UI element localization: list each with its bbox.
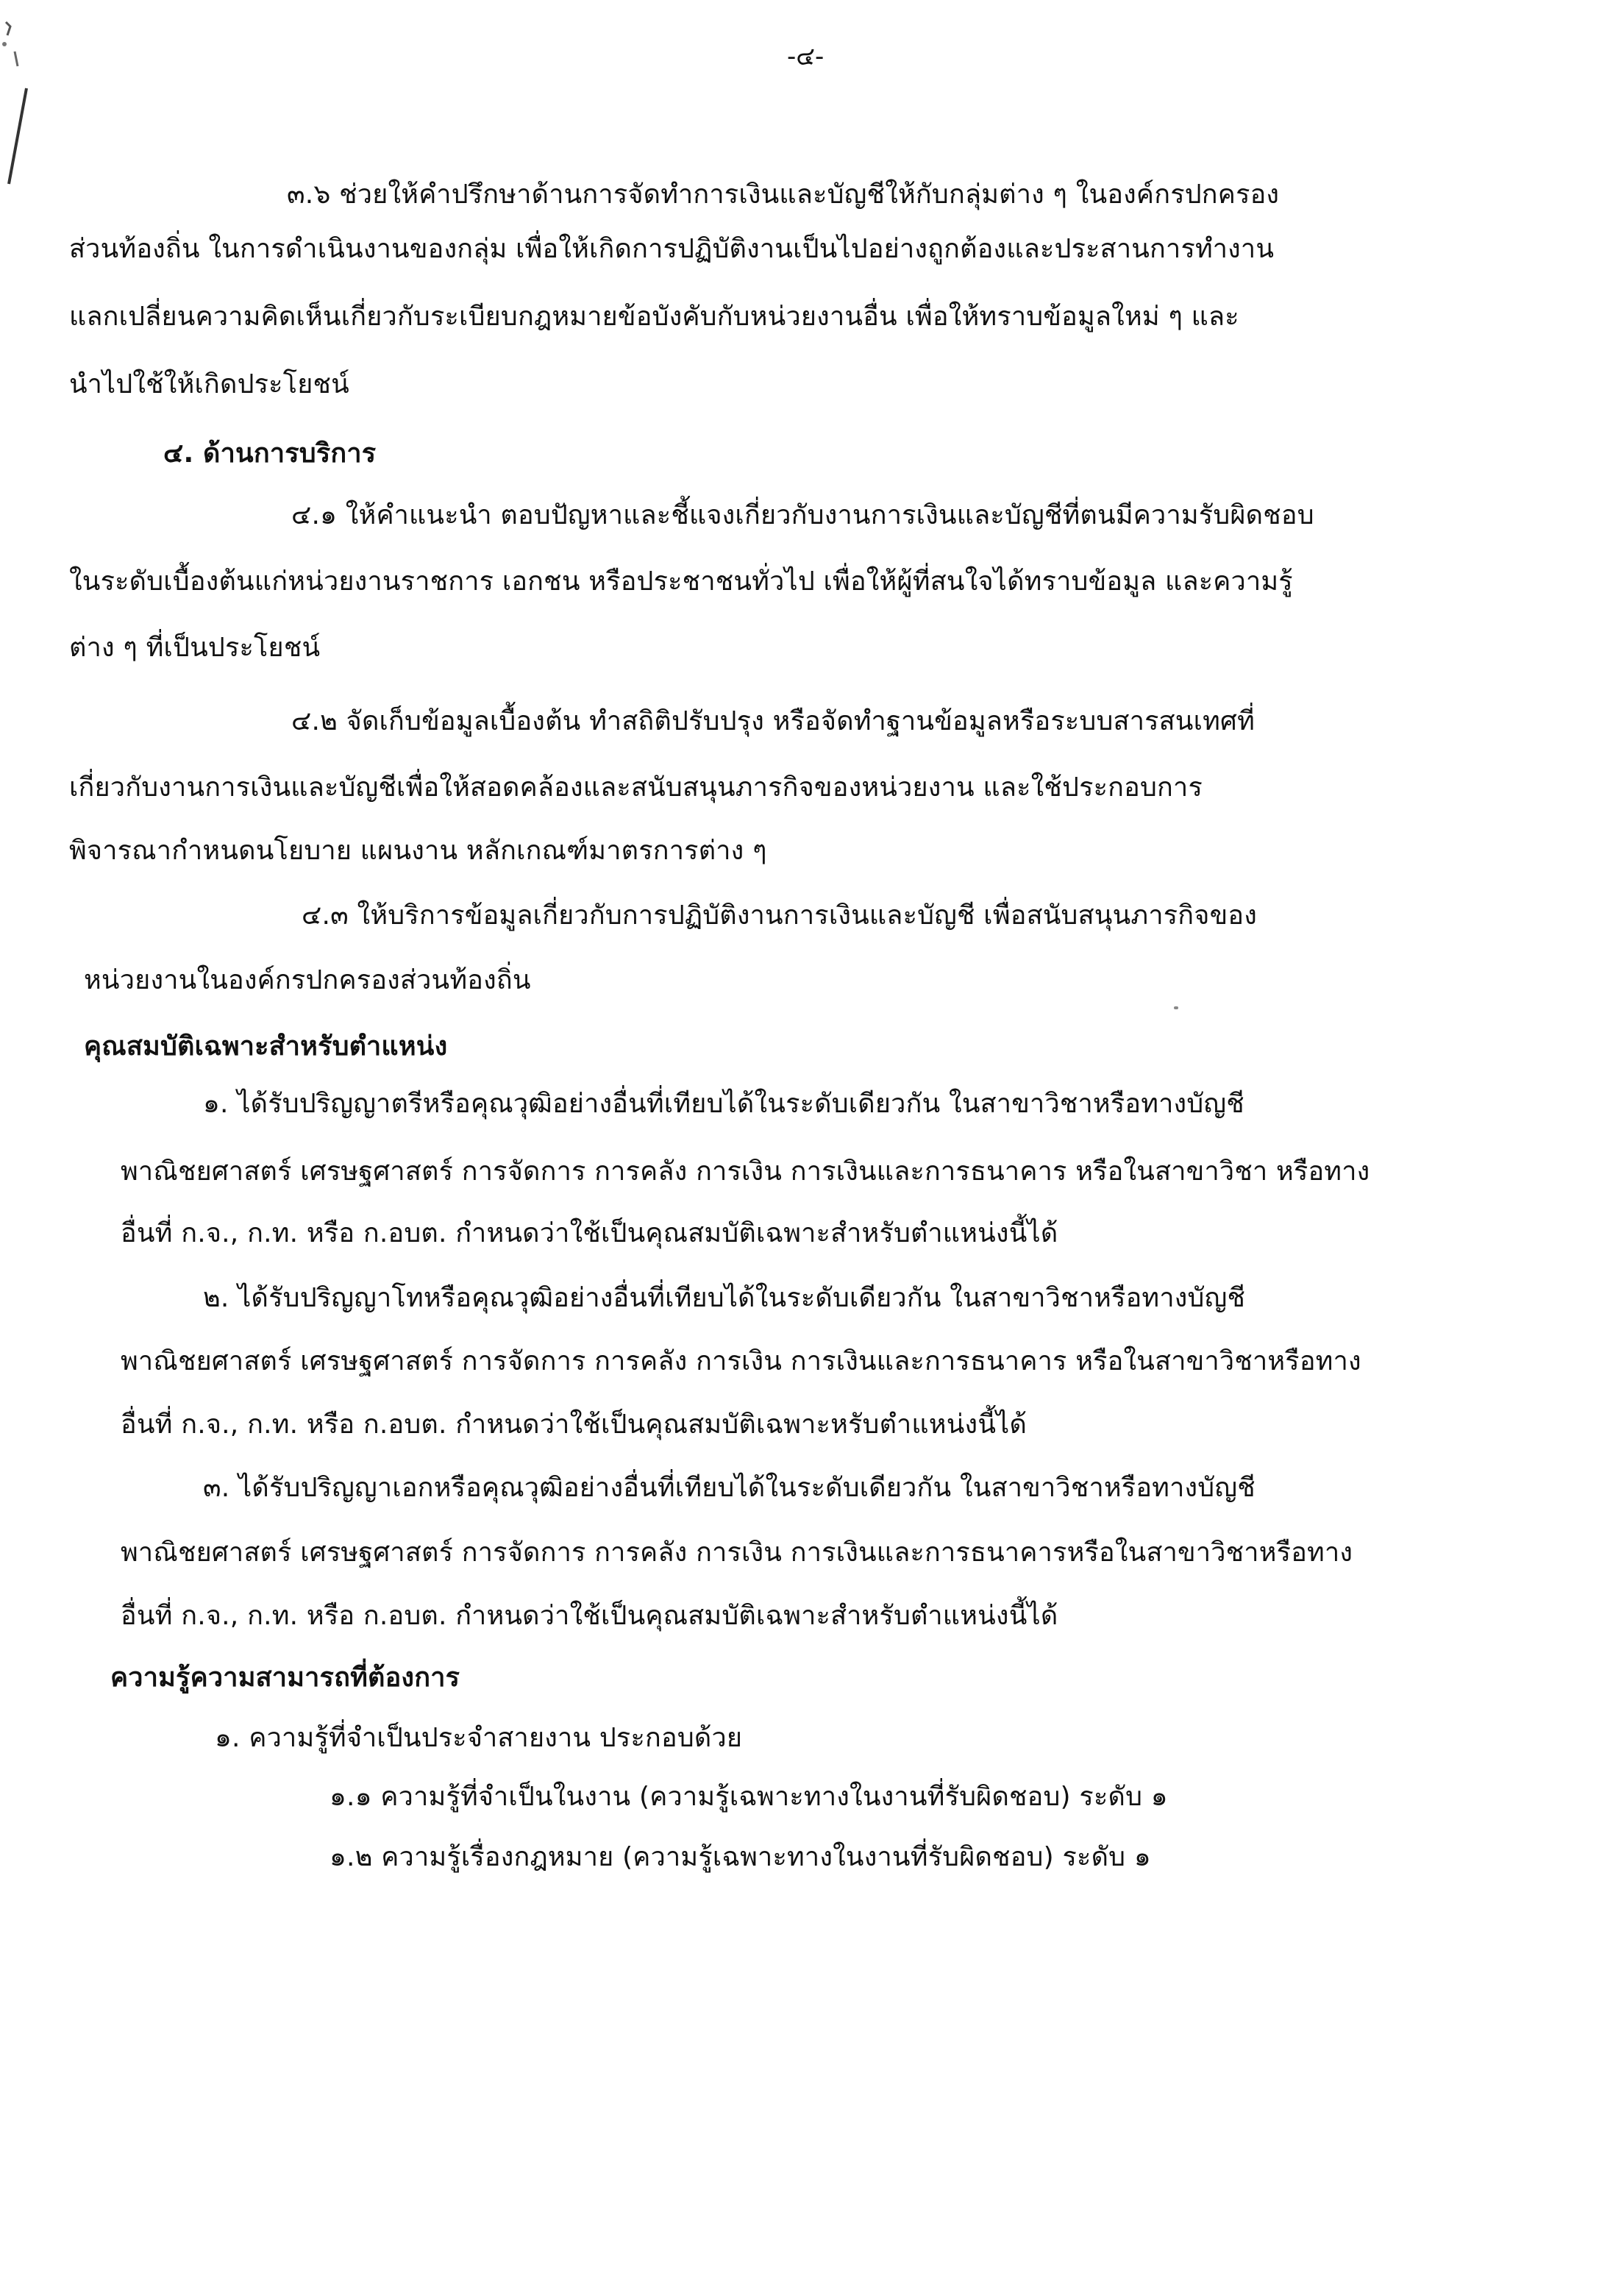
knowledge-1-2: ๑.๒ ความรู้เรื่องกฎหมาย (ความรู้เฉพาะทางในงานที่รับผิดชอบ) ระดับ ๑ <box>330 1842 1151 1872</box>
heading-service: ๔. ด้านการบริการ <box>163 438 377 469</box>
paragraph-4-1-line-3: ต่าง ๆ ที่เป็นประโยชน์ <box>69 633 321 663</box>
qualification-1-line-2: พาณิชยศาสตร์ เศรษฐศาสตร์ การจัดการ การคลัง การเงิน การเงินและการธนาคาร หรือในสาขาวิชา หรือทาง <box>121 1156 1370 1187</box>
qualification-2-line-3: อื่นที่ ก.จ., ก.ท. หรือ ก.อบต. กำหนดว่าใช้เป็นคุณสมบัติเฉพาะหรับตำแหน่งนี้ได้ <box>121 1410 1028 1440</box>
paragraph-4-1-line-2: ในระดับเบื้องต้นแก่หน่วยงานราชการ เอกชน หรือประชาชนทั่วไป เพื่อให้ผู้ที่สนใจได้ทราบข้อมูล และความรู้ <box>69 566 1293 597</box>
knowledge-1: ๑. ความรู้ที่จำเป็นประจำสายงาน ประกอบด้วย <box>215 1723 743 1753</box>
heading-knowledge: ความรู้ความสามารถที่ต้องการ <box>110 1663 460 1693</box>
paragraph-3-6-line-2: ส่วนท้องถิ่น ในการดำเนินงานของกลุ่ม เพื่อให้เกิดการปฏิบัติงานเป็นไปอย่างถูกต้องและประสานการทำงาน <box>69 234 1275 264</box>
qualification-3-line-1: ๓. ได้รับปริญญาเอกหรือคุณวุฒิอย่างอื่นที่เทียบได้ในระดับเดียวกัน ในสาขาวิชาหรือทางบัญชี <box>203 1473 1256 1503</box>
paragraph-4-3-line-1: ๔.๓ ให้บริการข้อมูลเกี่ยวกับการปฏิบัติงานการเงินและบัญชี เพื่อสนับสนุนภารกิจของ <box>302 900 1257 931</box>
qualification-1-line-1: ๑. ได้รับปริญญาตรีหรือคุณวุฒิอย่างอื่นที่เทียบได้ในระดับเดียวกัน ในสาขาวิชาหรือทางบัญชี <box>203 1089 1244 1119</box>
qualification-1-line-3: อื่นที่ ก.จ., ก.ท. หรือ ก.อบต. กำหนดว่าใช้เป็นคุณสมบัติเฉพาะสำหรับตำแหน่งนี้ได้ <box>121 1218 1058 1248</box>
paragraph-4-3-line-2: หน่วยงานในองค์กรปกครองส่วนท้องถิ่น <box>84 965 531 995</box>
page-number: -๔- <box>787 42 825 71</box>
qualification-3-line-3: อื่นที่ ก.จ., ก.ท. หรือ ก.อบต. กำหนดว่าใช้เป็นคุณสมบัติเฉพาะสำหรับตำแหน่งนี้ได้ <box>121 1601 1058 1631</box>
paragraph-3-6-line-1: ๓.๖ ช่วยให้คำปรึกษาด้านการจัดทำการเงินและบัญชีให้กับกลุ่มต่าง ๆ ในองค์กรปกครอง <box>287 179 1280 210</box>
qualification-3-line-2: พาณิชยศาสตร์ เศรษฐศาสตร์ การจัดการ การคลัง การเงิน การเงินและการธนาคารหรือในสาขาวิชาหรือทาง <box>121 1538 1353 1568</box>
heading-qualifications: คุณสมบัติเฉพาะสำหรับตำแหน่ง <box>84 1031 448 1062</box>
qualification-2-line-1: ๒. ได้รับปริญญาโทหรือคุณวุฒิอย่างอื่นที่เทียบได้ในระดับเดียวกัน ในสาขาวิชาหรือทางบัญชี <box>203 1283 1246 1313</box>
knowledge-1-1: ๑.๑ ความรู้ที่จำเป็นในงาน (ความรู้เฉพาะทางในงานที่รับผิดชอบ) ระดับ ๑ <box>330 1782 1168 1812</box>
paragraph-4-2-line-2: เกี่ยวกับงานการเงินและบัญชีเพื่อให้สอดคล้องและสนับสนุนภารกิจของหน่วยงาน และใช้ประกอบการ <box>69 772 1203 803</box>
scan-artifact-mark <box>0 0 88 191</box>
paragraph-4-1-line-1: ๔.๑ ให้คำแนะนำ ตอบปัญหาและชี้แจงเกี่ยวกับงานการเงินและบัญชีที่ตนมีความรับผิดชอบ <box>291 500 1314 530</box>
paragraph-3-6-line-4: นำไปใช้ให้เกิดประโยชน์ <box>69 369 349 399</box>
paragraph-4-2-line-3: พิจารณากำหนดนโยบาย แผนงาน หลักเกณฑ์มาตรการต่าง ๆ <box>69 836 767 866</box>
paragraph-4-2-line-1: ๔.๒ จัดเก็บข้อมูลเบื้องต้น ทำสถิติปรับปรุง หรือจัดทำฐานข้อมูลหรือระบบสารสนเทศที่ <box>291 706 1256 736</box>
scan-speck <box>1174 1006 1178 1009</box>
qualification-2-line-2: พาณิชยศาสตร์ เศรษฐศาสตร์ การจัดการ การคลัง การเงิน การเงินและการธนาคาร หรือในสาขาวิชาหรือทาง <box>121 1346 1361 1376</box>
paragraph-3-6-line-3: แลกเปลี่ยนความคิดเห็นเกี่ยวกับระเบียบกฎหมายข้อบังคับกับหน่วยงานอื่น เพื่อให้ทราบข้อมูลใหม่ ๆ และ <box>69 302 1239 332</box>
